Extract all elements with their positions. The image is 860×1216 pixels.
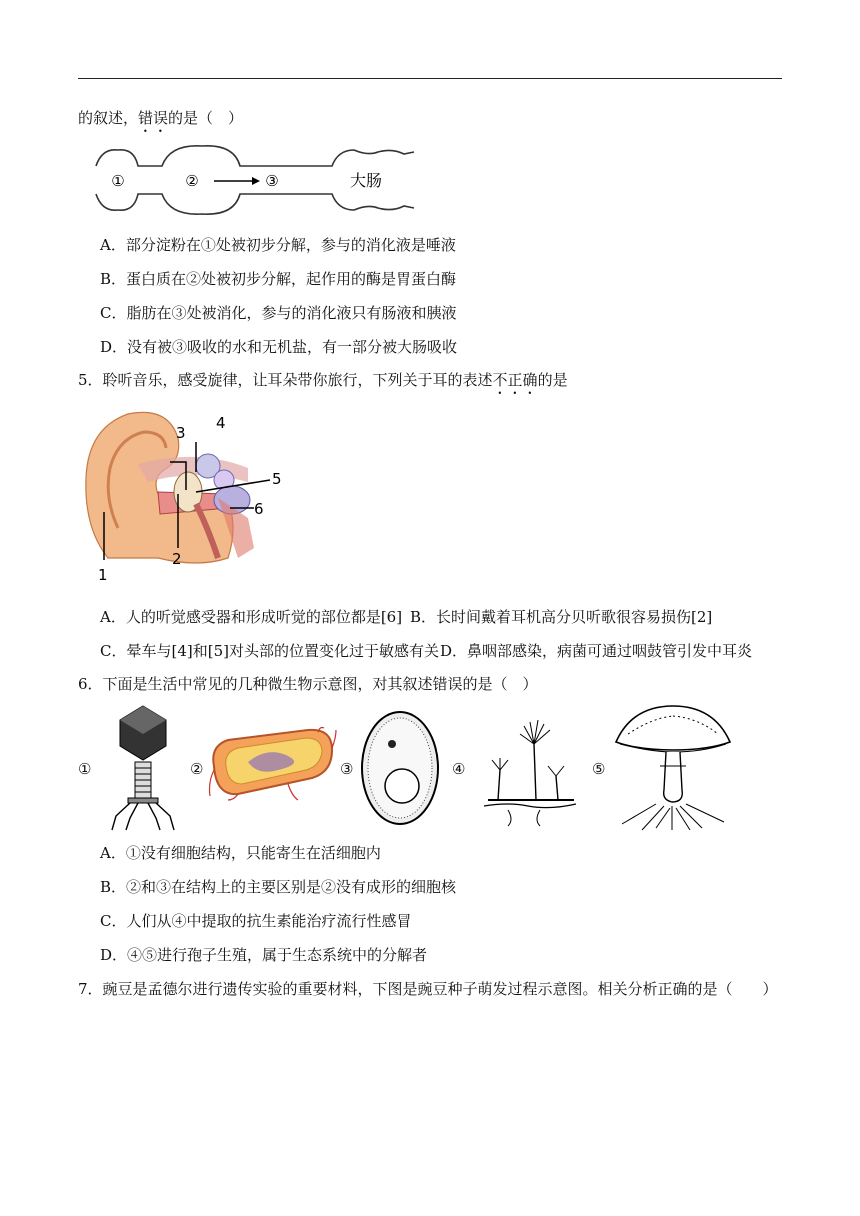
microbe-label-5: ⑤ bbox=[592, 760, 606, 778]
ear-label-5: 5 bbox=[272, 470, 282, 488]
microbe-label-4: ④ bbox=[452, 760, 466, 778]
q5-option-a: A．人的听觉感受器和形成听觉的部位都是[6] bbox=[100, 608, 403, 626]
microbe-label-1: ① bbox=[78, 760, 92, 778]
diagram-label-1: ① bbox=[111, 172, 125, 190]
q6-option-a: A．①没有细胞结构，只能寄生在活细胞内 bbox=[100, 844, 381, 862]
q5-option-b: B．长时间戴着耳机高分贝听歌很容易损伤[2] bbox=[410, 608, 713, 626]
mushroom-icon bbox=[612, 704, 734, 832]
bacteriophage-icon bbox=[108, 704, 178, 832]
q4-option-a: A．部分淀粉在①处被初步分解，参与的消化液是唾液 bbox=[100, 236, 456, 254]
q6-option-d: D．④⑤进行孢子生殖，属于生态系统中的分解者 bbox=[100, 946, 428, 964]
ear-label-4: 4 bbox=[216, 414, 226, 432]
q6-stem: 6．下面是生活中常见的几种微生物示意图，对其叙述错误的是（ ） bbox=[78, 675, 538, 693]
microbe-label-2: ② bbox=[190, 760, 204, 778]
ear-label-1: 1 bbox=[98, 566, 108, 584]
q5-option-d: D．鼻咽部感染，病菌可通过咽鼓管引发中耳炎 bbox=[440, 642, 753, 660]
diagram-label-2: ② bbox=[185, 172, 199, 190]
bacterium-icon bbox=[208, 726, 338, 802]
q4-option-d: D．没有被③吸收的水和无机盐，有一部分被大肠吸收 bbox=[100, 338, 458, 356]
q5-option-c: C．晕车与[4]和[5]对头部的位置变化过于敏感有关 bbox=[100, 642, 439, 660]
q6-option-c: C．人们从④中提取的抗生素能治疗流行性感冒 bbox=[100, 912, 412, 930]
ear-label-2: 2 bbox=[172, 550, 182, 568]
digestive-tract-diagram bbox=[92, 144, 422, 216]
ear-label-3: 3 bbox=[176, 424, 186, 442]
q4-option-b: B．蛋白质在②处被初步分解，起作用的酶是胃蛋白酶 bbox=[100, 270, 457, 288]
q5-stem: 5．聆听音乐，感受旋律，让耳朵带你旅行，下列关于耳的表述不正确的是 bbox=[78, 371, 568, 389]
q4-option-c: C．脂肪在③处被消化，参与的消化液只有肠液和胰液 bbox=[100, 304, 457, 322]
q4-stem: 的叙述，错误的是（ ） bbox=[78, 109, 244, 127]
q7-stem: 7．豌豆是孟德尔进行遗传实验的重要材料，下图是豌豆种子萌发过程示意图。相关分析正确的是（ ） bbox=[78, 980, 778, 998]
ear-label-6: 6 bbox=[254, 500, 264, 518]
header-rule bbox=[78, 78, 782, 79]
yeast-cell-icon bbox=[358, 708, 442, 828]
ear-structure-diagram bbox=[78, 408, 298, 588]
microbe-label-3: ③ bbox=[340, 760, 354, 778]
diagram-label-3: ③ bbox=[265, 172, 279, 190]
q6-option-b: B．②和③在结构上的主要区别是②没有成形的细胞核 bbox=[100, 878, 457, 896]
diagram-label-large-intestine: 大肠 bbox=[349, 171, 383, 190]
penicillium-icon bbox=[478, 710, 582, 828]
